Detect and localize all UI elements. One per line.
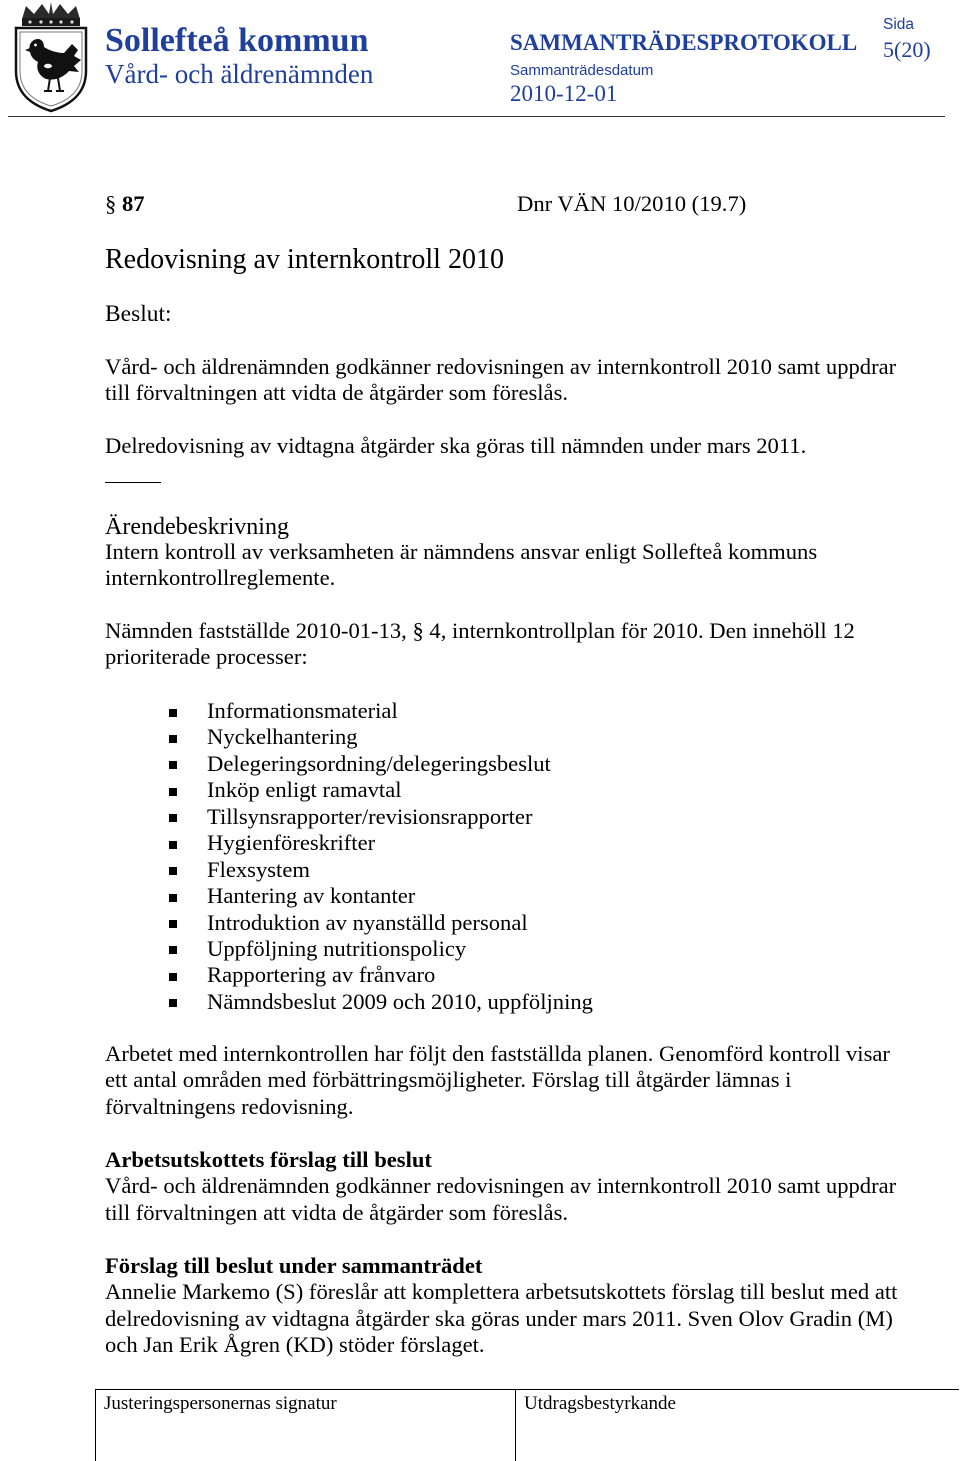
header-divider [8,116,945,117]
result-line: ett antal områden med förbättringsmöjligheter. Förslag till åtgärder lämnas i [105,1067,792,1093]
plan-line: prioriterade processer: [105,644,308,670]
list-item [207,698,593,724]
decision-paragraph [105,354,896,407]
square-bullet-icon [169,946,177,954]
process-list [207,698,593,1015]
meeting-proposal-heading: Förslag till beslut under sammanträdet [105,1253,483,1278]
result-paragraph [105,1041,890,1120]
list-item [207,936,593,962]
plan-paragraph [105,618,855,671]
signature-label: Justeringspersonernas signatur [104,1393,337,1414]
square-bullet-icon [169,709,177,717]
list-item [207,751,593,777]
list-item-text: Flexsystem [207,856,310,882]
crown-shape [22,2,80,26]
signature-footer [95,1389,959,1461]
page-label: Sida [883,16,915,33]
list-item-text: Nyckelhantering [207,724,358,750]
square-bullet-icon [169,841,177,849]
list-item [207,804,593,830]
committee-proposal-heading: Arbetsutskottets förslag till beslut [105,1147,432,1172]
section-title: Redovisning av internkontroll 2010 [105,243,504,275]
decision-end-rule [105,482,161,483]
page-number: 5(20) [883,37,931,62]
signature-cell [95,1390,515,1461]
square-bullet-icon [169,973,177,981]
list-item [207,724,593,750]
document-type: SAMMANTRÄDESPROTOKOLL [510,30,858,55]
meeting-date: 2010-12-01 [510,81,618,106]
certification-label: Utdragsbestyrkande [524,1393,676,1414]
square-bullet-icon [169,735,177,743]
description-line: internkontrollreglemente. [105,565,336,591]
meeting-date-label: Sammanträdesdatum [510,62,654,79]
committee-name: Vård- och äldrenämnden [105,59,374,89]
decision-label: Beslut: [105,301,172,327]
committee-proposal-line: Vård- och äldrenämnden godkänner redovisningen av internkontroll 2010 samt uppdrar [105,1173,897,1199]
list-item [207,883,593,909]
square-bullet-icon [169,999,177,1007]
meeting-proposal-line: och Jan Erik Ågren (KD) stöder förslaget. [105,1332,485,1358]
certification-cell [515,1390,959,1461]
list-item-text: Rapportering av frånvaro [207,962,436,988]
list-item [207,830,593,856]
organization-name: Sollefteå kommun [105,21,369,59]
plan-line: Nämnden fastställde 2010-01-13, § 4, internkontrollplan för 2010. Den innehöll 12 [105,618,855,643]
list-item [207,857,593,883]
section-sign: § [105,191,117,216]
decision-followup-paragraph [105,433,806,459]
list-item-text: Inköp enligt ramavtal [207,777,402,803]
list-item-text: Hantering av kontanter [207,883,416,909]
list-item-text: Uppföljning nutritionspolicy [207,935,467,961]
meeting-proposal [105,1253,897,1359]
decision-line: till förvaltningen att vidta de åtgärder som föreslås. [105,380,569,406]
result-line: förvaltningens redovisning. [105,1093,354,1119]
list-item [207,989,593,1015]
decision-line: Vård- och äldrenämnden godkänner redovisningen av internkontroll 2010 samt uppdrar [105,354,897,379]
square-bullet-icon [169,788,177,796]
list-item [207,962,593,988]
square-bullet-icon [169,894,177,902]
list-item-text: Introduktion av nyanställd personal [207,909,528,935]
list-item-text: Delegeringsordning/delegeringsbeslut [207,750,551,776]
description-paragraph [105,539,817,592]
description-heading: Ärendebeskrivning [105,514,289,540]
list-item [207,910,593,936]
decision-followup-line: Delredovisning av vidtagna åtgärder ska göras till nämnden under mars 2011. [105,433,807,458]
meeting-proposal-line: Annelie Markemo (S) föreslår att komplettera arbetsutskottets förslag till beslut med att [105,1279,898,1305]
list-item-text: Hygienföreskrifter [207,830,376,856]
list-item-text: Tillsynsrapporter/revisionsrapporter [207,803,533,829]
description-line: Intern kontroll av verksamheten är nämndens ansvar enligt Sollefteå kommuns [105,539,818,564]
meeting-proposal-line: delredovisning av vidtagna åtgärder ska göras under mars 2011. Sven Olov Gradin (M) [105,1305,893,1331]
square-bullet-icon [169,814,177,822]
list-item [207,777,593,803]
committee-proposal-line: till förvaltningen att vidta de åtgärder som föreslås. [105,1199,569,1225]
square-bullet-icon [169,761,177,769]
coat-of-arms-icon [6,1,96,113]
result-line: Arbetet med internkontrollen har följt den fastställda planen. Genomförd kontroll visar [105,1041,890,1066]
list-item-text: Nämndsbeslut 2009 och 2010, uppföljning [207,988,593,1014]
square-bullet-icon [169,867,177,875]
committee-proposal [105,1147,896,1226]
section-number: 87 [122,191,145,216]
list-item-text: Informationsmaterial [207,698,398,723]
square-bullet-icon [169,920,177,928]
case-number: Dnr VÄN 10/2010 (19.7) [517,191,747,216]
